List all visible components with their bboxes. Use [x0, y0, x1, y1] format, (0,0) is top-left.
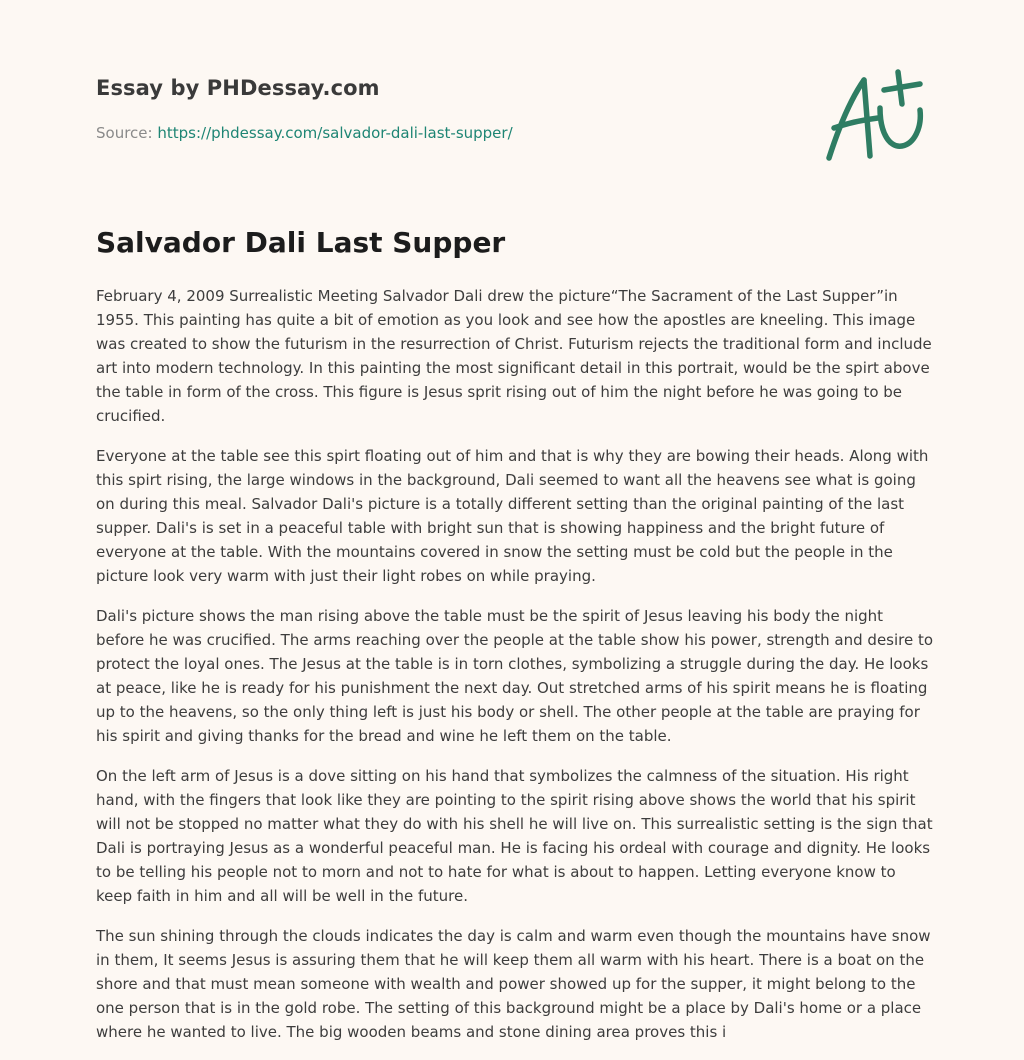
essay-body — [96, 284, 934, 1060]
paragraph: Everyone at the table see this spirt floating out of him and that is why they are bowing their heads. Along with this spirt rising, the large windows in the background, Dali seemed to want all the heavens see what is going on during this meal. Salvador Dali's picture is a totally different setting than the original painting of the last supper. Dali's is set in a peaceful table with bright sun that is showing happiness and the bright future of everyone at the table. With the mountains covered in snow the setting must be cold but the people in the picture look very warm with just their light robes on while praying. — [96, 447, 929, 585]
a-plus-logo-icon — [824, 68, 928, 164]
source-label: Source: — [96, 124, 153, 142]
source-link[interactable]: https://phdessay.com/salvador-dali-last-supper/ — [157, 124, 513, 142]
page-title: Salvador Dali Last Supper — [96, 226, 506, 259]
paragraph: February 4, 2009 Surrealistic Meeting Salvador Dali drew the picture“The Sacrament of the Last Supper”in 1955. This painting has quite a bit of emotion as you look and see how the apostles are kneeling. This image was created to show the futurism in the resurrection of Christ. Futurism rejects the traditional form and include art into modern technology. In this painting the most significant detail in this portrait, would be the spirt above the table in form of the cross. This figure is Jesus sprit rising out of him the night before he was going to be crucified. — [96, 287, 932, 425]
paragraph: On the left arm of Jesus is a dove sitting on his hand that symbolizes the calmness of the situation. His right hand, with the fingers that look like they are pointing to the spirit rising above shows the world that his spirit will not be stopped no matter what they do with his shell he will live on. This surrealistic setting is the sign that Dali is portraying Jesus as a wonderful peaceful man. He is facing his ordeal with courage and dignity. He looks to be telling his people not to morn and not to hate for what is about to happen. Letting everyone know to keep faith in him and all will be well in the future. — [96, 767, 933, 905]
paragraph: Dali's picture shows the man rising above the table must be the spirit of Jesus leaving his body the night before he was crucified. The arms reaching over the people at the table show his power, strength and desire to protect the loyal ones. The Jesus at the table is in torn clothes, symbolizing a struggle during the day. He looks at peace, like he is ready for his punishment the next day. Out stretched arms of his spirit means he is floating up to the heavens, so the only thing left is just his body or shell. The other people at the table are praying for his spirit and giving thanks for the bread and wine he left them on the table. — [96, 607, 934, 745]
source-line — [96, 124, 513, 142]
page-header — [96, 0, 928, 200]
paragraph: The sun shining through the clouds indicates the day is calm and warm even though the mountains have snow in them, It seems Jesus is assuring them that he will keep them all warm with his heart. There is a boat on the shore and that must mean someone with wealth and power showed up for the supper, it might belong to the one person that is in the gold robe. The setting of this background might be a place by Dali's home or a place where he wanted to live. The big wooden beams and stone dining area proves this i — [96, 927, 931, 1041]
site-brand: Essay by PHDessay.com — [96, 76, 380, 100]
